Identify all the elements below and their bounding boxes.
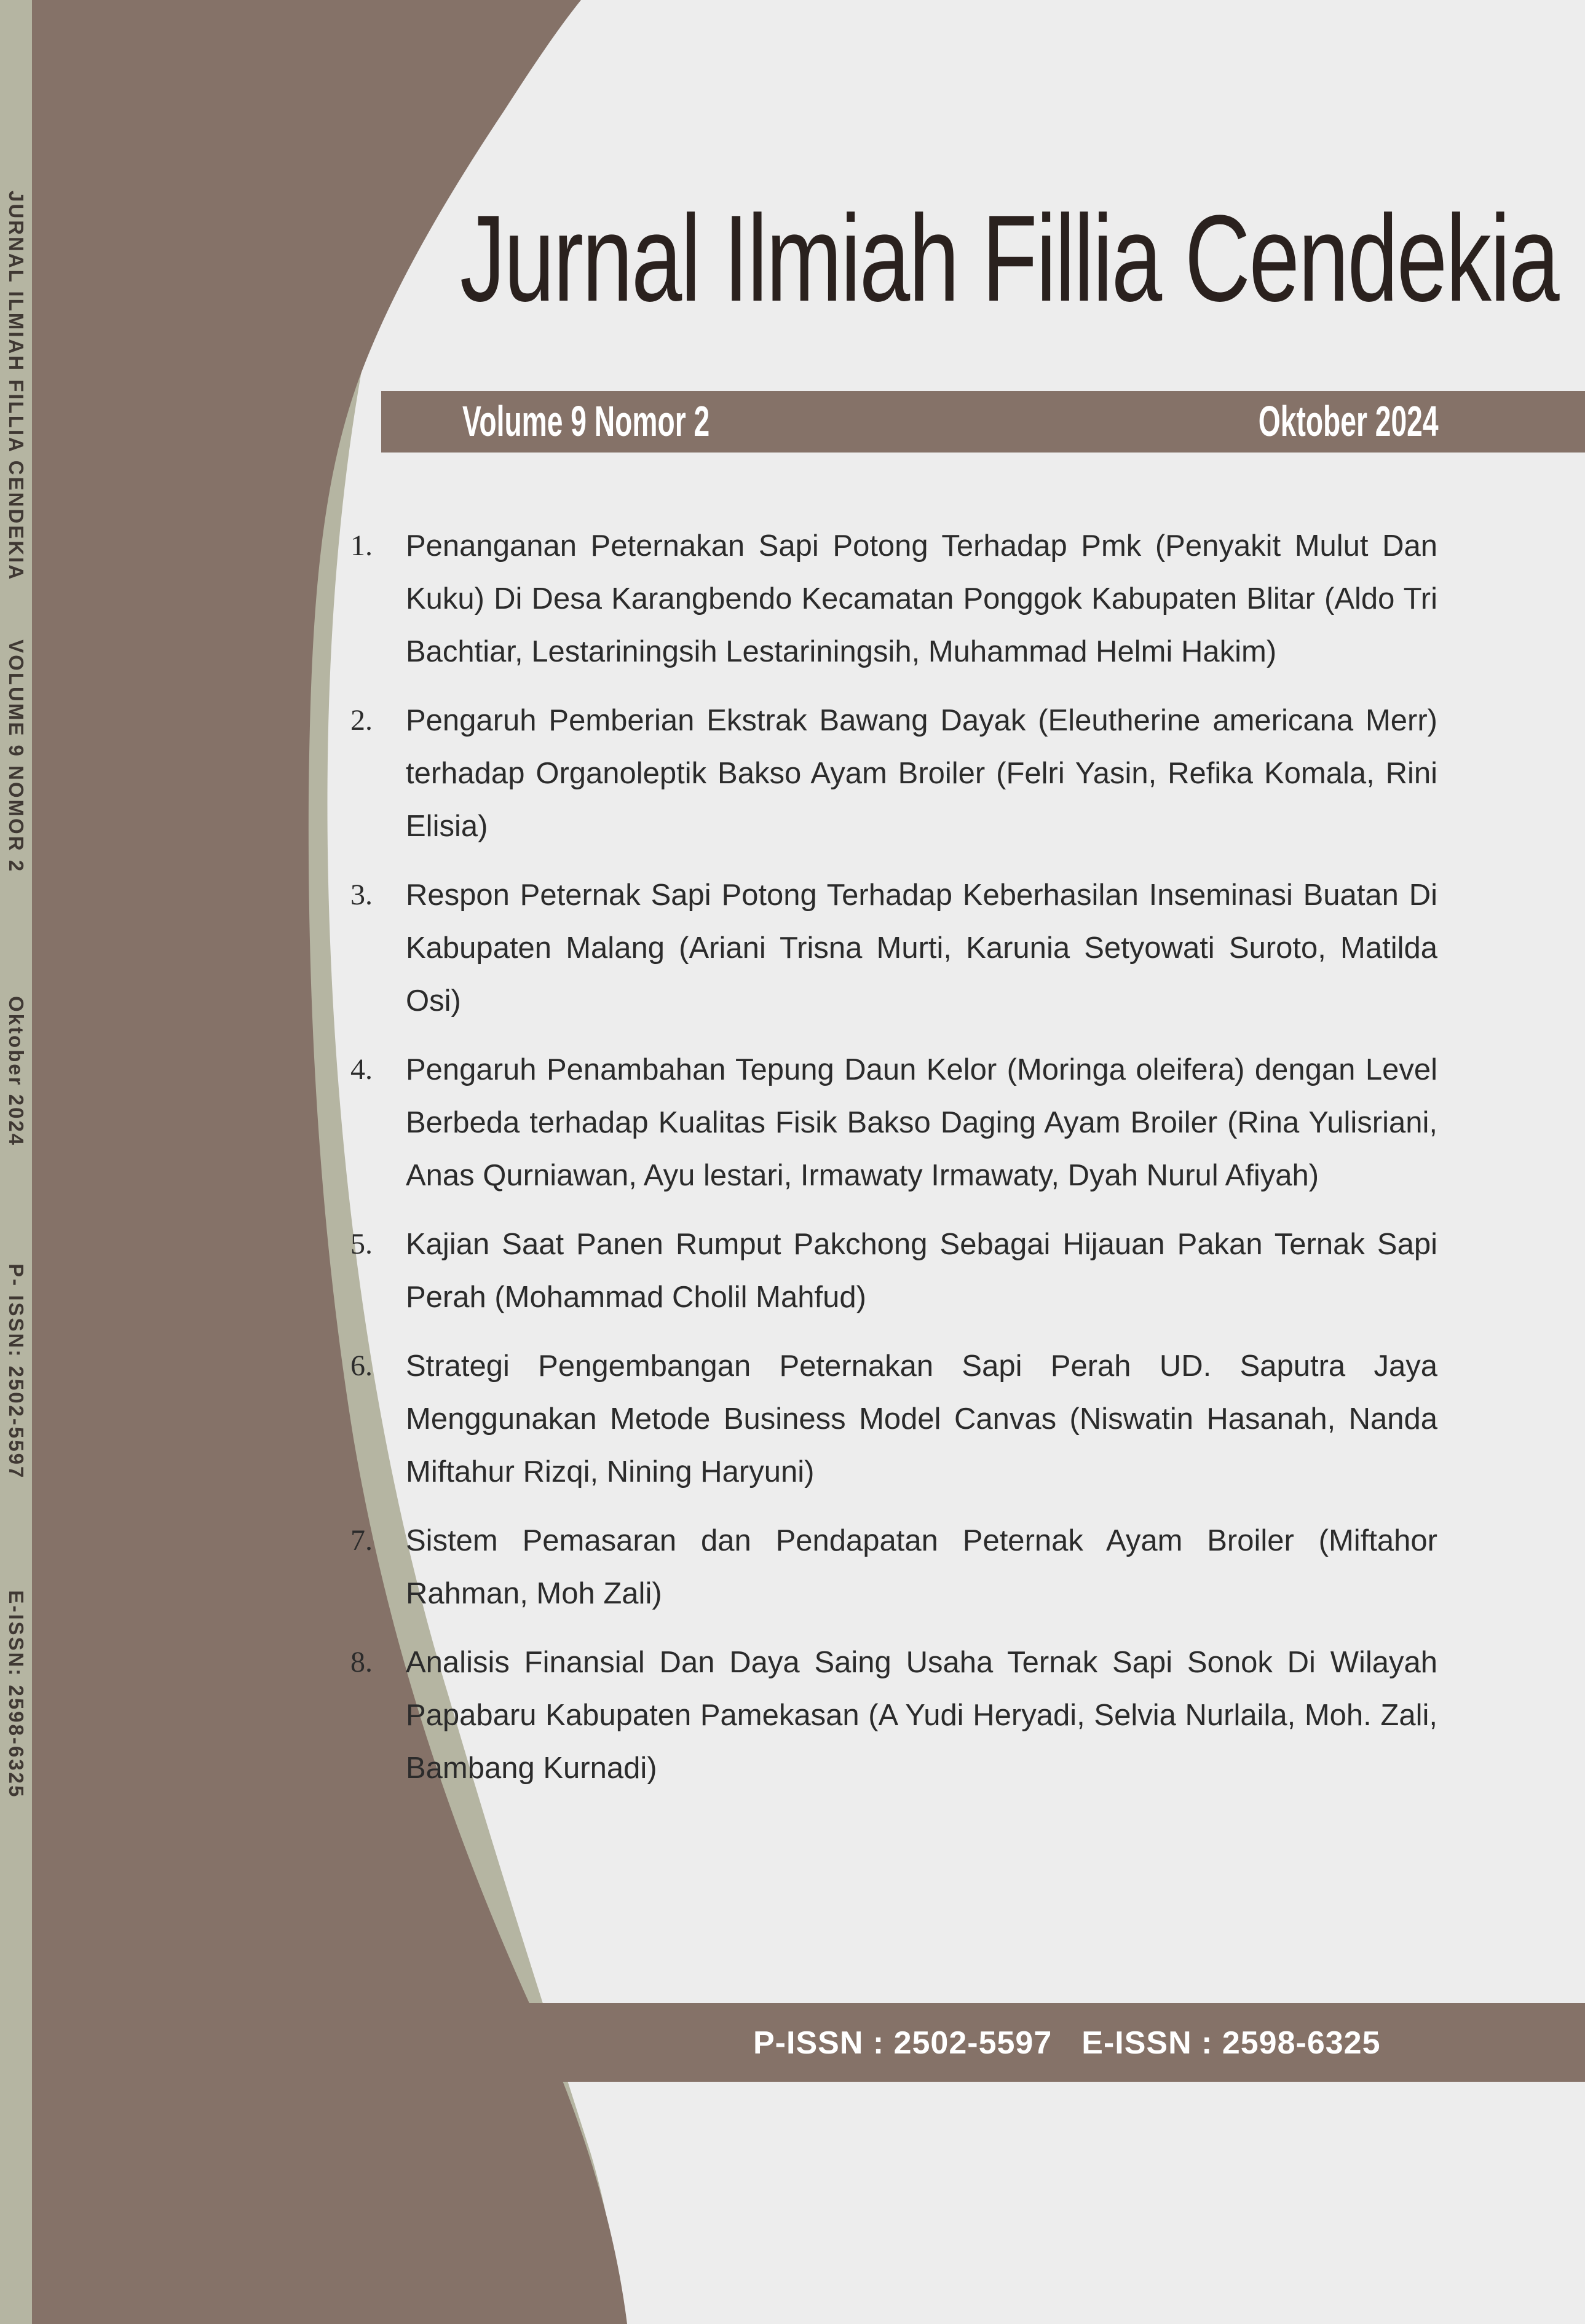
toc-number: 3.	[350, 879, 373, 911]
spine-e-issn: E-ISSN: 2598-6325	[5, 1590, 28, 1799]
toc-article-title: Pengaruh Pemberian Ekstrak Bawang Dayak (Eleutherine americana Merr) terhadap Organoleptik Bakso Ayam Broiler (Felri Yasin, Refika Komala, Rini Elisia)	[406, 704, 1437, 843]
toc-item	[347, 1514, 1441, 1620]
table-of-contents	[347, 520, 1441, 1811]
toc-article-title: Kajian Saat Panen Rumput Pakchong Sebagai Hijauan Pakan Ternak Sapi Perah (Mohammad Cholil Mahfud)	[406, 1228, 1437, 1314]
toc-number: 8.	[350, 1646, 373, 1678]
toc-item	[347, 1636, 1441, 1795]
toc-article-title: Sistem Pemasaran dan Pendapatan Peternak Ayam Broiler (Miftahor Rahman, Moh Zali)	[406, 1524, 1437, 1610]
e-issn-label: E-ISSN : 2598-6325	[1081, 2025, 1381, 2061]
toc-item	[347, 1218, 1441, 1324]
spine-p-issn: P- ISSN: 2502-5597	[5, 1263, 28, 1480]
toc-item	[347, 1043, 1441, 1202]
volume-label: Volume 9 Nomor 2	[462, 397, 710, 445]
spine-journal: JURNAL ILMIAH FILLIA CENDEKIA	[5, 191, 28, 582]
toc-article-title: Analisis Finansial Dan Daya Saing Usaha Ternak Sapi Sonok Di Wilayah Papabaru Kabupaten Pamekasan (A Yudi Heryadi, Selvia Nurlaila, Moh. Zali, Bambang Kurnadi)	[406, 1646, 1437, 1785]
toc-article-title: Penanganan Peternakan Sapi Potong Terhadap Pmk (Penyakit Mulut Dan Kuku) Di Desa Karangbendo Kecamatan Ponggok Kabupaten Blitar (Aldo Tri Bachtiar, Lestariningsih Lestariningsih, Muhammad Helmi Hakim)	[406, 529, 1437, 668]
spine-volume: VOLUME 9 NOMOR 2	[5, 639, 28, 874]
p-issn-label: P-ISSN : 2502-5597	[753, 2025, 1053, 2061]
issn-footer	[753, 2023, 1381, 2063]
issue-date: Oktober 2024	[1259, 397, 1439, 445]
journal-title: Jurnal Ilmiah Fillia Cendekia	[460, 190, 1559, 327]
toc-item	[347, 869, 1441, 1027]
toc-number: 7.	[350, 1524, 373, 1557]
toc-number: 1.	[350, 529, 373, 562]
toc-number: 2.	[350, 704, 373, 737]
toc-number: 5.	[350, 1228, 373, 1260]
toc-item	[347, 694, 1441, 853]
spine-date: Oktober 2024	[5, 996, 28, 1147]
toc-item	[347, 520, 1441, 678]
toc-item	[347, 1340, 1441, 1498]
toc-article-title: Strategi Pengembangan Peternakan Sapi Perah UD. Saputra Jaya Menggunakan Metode Business Model Canvas (Niswatin Hasanah, Nanda Miftahur Rizqi, Nining Haryuni)	[406, 1350, 1437, 1488]
toc-article-title: Pengaruh Penambahan Tepung Daun Kelor (Moringa oleifera) dengan Level Berbeda terhadap Kualitas Fisik Bakso Daging Ayam Broiler (Rina Yulisriani, Anas Qurniawan, Ayu lestari, Irmawaty Irmawaty, Dyah Nurul Afiyah)	[406, 1053, 1437, 1192]
toc-number: 6.	[350, 1350, 373, 1382]
toc-article-title: Respon Peternak Sapi Potong Terhadap Keberhasilan Inseminasi Buatan Di Kabupaten Malang (Ariani Trisna Murti, Karunia Setyowati Suroto, Matilda Osi)	[406, 879, 1437, 1018]
toc-number: 4.	[350, 1053, 373, 1086]
spine-text	[0, 191, 32, 1798]
